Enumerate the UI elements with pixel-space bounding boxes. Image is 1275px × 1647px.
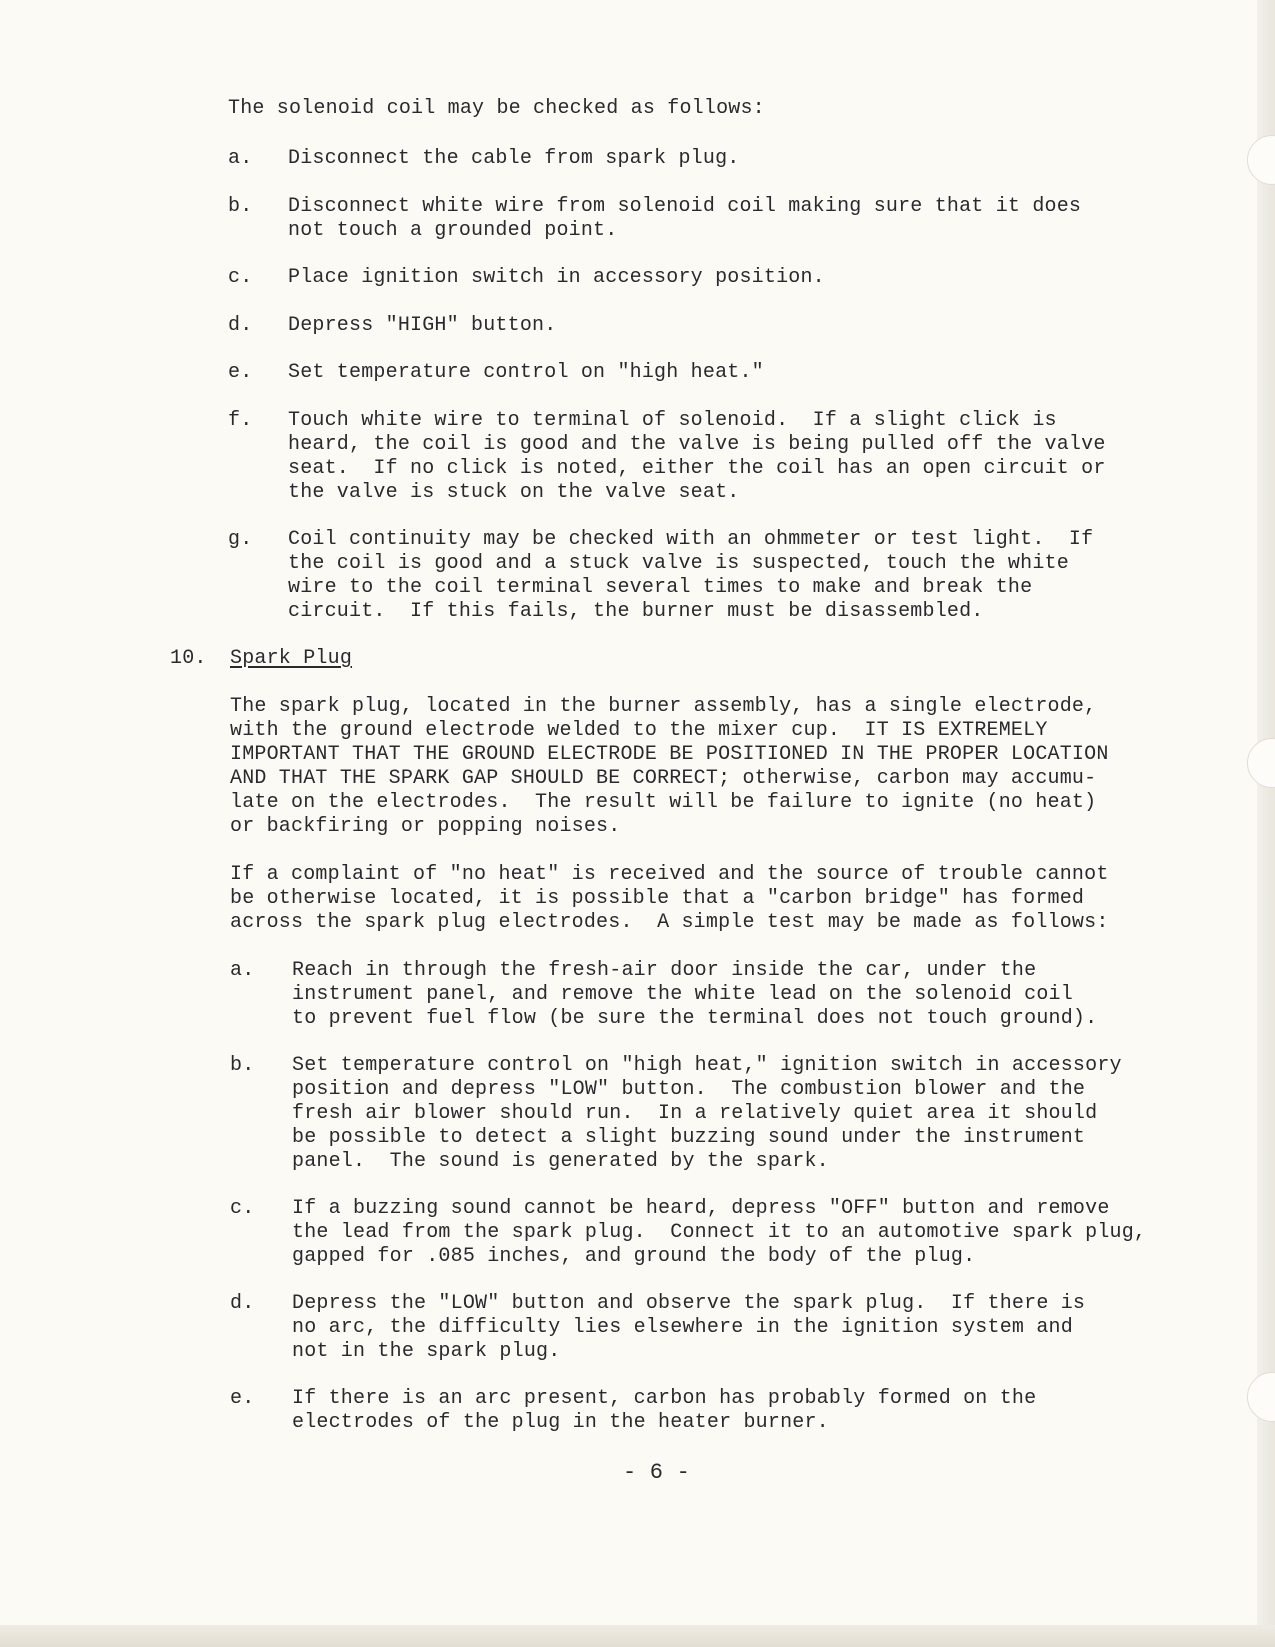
spark-step-d-marker: d. <box>230 1292 255 1315</box>
solenoid-step-a-line-1: Disconnect the cable from spark plug. <box>288 147 740 170</box>
spark-step-e-line-2: electrodes of the plug in the heater burner. <box>292 1411 829 1434</box>
spark-step-c-line-2: the lead from the spark plug. Connect it to an automotive spark plug, <box>292 1221 1147 1244</box>
spark-step-a-line-3: to prevent fuel flow (be sure the terminal does not touch ground). <box>292 1007 1098 1030</box>
section-title: Spark Plug <box>230 647 353 670</box>
para1-line-4: AND THAT THE SPARK GAP SHOULD BE CORRECT; otherwise, carbon may accumu- <box>230 767 1097 790</box>
solenoid-step-d-marker: d. <box>228 314 253 337</box>
solenoid-step-f-line-3: seat. If no click is noted, either the coil has an open circuit or <box>288 457 1106 480</box>
spark-step-c-line-1: If a buzzing sound cannot be heard, depress "OFF" button and remove <box>292 1197 1110 1220</box>
spark-step-a-line-1: Reach in through the fresh-air door inside the car, under the <box>292 959 1037 982</box>
spark-step-b-line-3: fresh air blower should run. In a relatively quiet area it should <box>292 1102 1098 1125</box>
spark-step-e-marker: e. <box>230 1387 255 1410</box>
solenoid-step-a-marker: a. <box>228 147 253 170</box>
solenoid-step-b-line-1: Disconnect white wire from solenoid coil making sure that it does <box>288 195 1082 218</box>
para1-line-2: with the ground electrode welded to the mixer cup. IT IS EXTREMELY <box>230 719 1048 742</box>
punch-hole-bottom <box>1247 1372 1275 1422</box>
solenoid-step-g-line-1: Coil continuity may be checked with an ohmmeter or test light. If <box>288 528 1094 551</box>
page-number: - 6 - <box>623 1460 691 1485</box>
solenoid-step-g-line-2: the coil is good and a stuck valve is suspected, touch the white <box>288 552 1069 575</box>
para2-line-3: across the spark plug electrodes. A simple test may be made as follows: <box>230 911 1109 934</box>
solenoid-step-e-line-1: Set temperature control on "high heat." <box>288 361 764 384</box>
solenoid-step-g-line-3: wire to the coil terminal several times to make and break the <box>288 576 1033 599</box>
solenoid-step-g-marker: g. <box>228 528 253 551</box>
spark-step-c-line-3: gapped for .085 inches, and ground the body of the plug. <box>292 1245 976 1268</box>
spark-step-a-marker: a. <box>230 959 255 982</box>
para2-line-1: If a complaint of "no heat" is received and the source of trouble cannot <box>230 863 1109 886</box>
punch-hole-middle <box>1247 738 1275 788</box>
solenoid-step-c-marker: c. <box>228 266 253 289</box>
intro-text: The solenoid coil may be checked as follows: <box>228 97 765 120</box>
spark-step-d-line-2: no arc, the difficulty lies elsewhere in the ignition system and <box>292 1316 1073 1339</box>
solenoid-step-f-line-4: the valve is stuck on the valve seat. <box>288 481 740 504</box>
para1-line-3: IMPORTANT THAT THE GROUND ELECTRODE BE POSITIONED IN THE PROPER LOCATION <box>230 743 1109 766</box>
solenoid-step-g-line-4: circuit. If this fails, the burner must be disassembled. <box>288 600 984 623</box>
para1-line-5: late on the electrodes. The result will be failure to ignite (no heat) <box>230 791 1097 814</box>
solenoid-step-b-line-2: not touch a grounded point. <box>288 219 618 242</box>
spark-step-d-line-3: not in the spark plug. <box>292 1340 561 1363</box>
spark-step-d-line-1: Depress the "LOW" button and observe the spark plug. If there is <box>292 1292 1086 1315</box>
spark-step-b-line-5: panel. The sound is generated by the spark. <box>292 1150 829 1173</box>
spark-step-b-line-4: be possible to detect a slight buzzing sound under the instrument <box>292 1126 1086 1149</box>
para1-line-6: or backfiring or popping noises. <box>230 815 621 838</box>
solenoid-step-e-marker: e. <box>228 361 253 384</box>
punch-hole-top <box>1247 135 1275 185</box>
solenoid-step-b-marker: b. <box>228 195 253 218</box>
spark-step-b-marker: b. <box>230 1054 255 1077</box>
solenoid-step-d-line-1: Depress "HIGH" button. <box>288 314 557 337</box>
spark-step-b-line-1: Set temperature control on "high heat," ignition switch in accessory <box>292 1054 1122 1077</box>
spark-step-a-line-2: instrument panel, and remove the white lead on the solenoid coil <box>292 983 1073 1006</box>
spark-step-b-line-2: position and depress "LOW" button. The combustion blower and the <box>292 1078 1086 1101</box>
spark-step-e-line-1: If there is an arc present, carbon has probably formed on the <box>292 1387 1037 1410</box>
para1-line-1: The spark plug, located in the burner assembly, has a single electrode, <box>230 695 1097 718</box>
solenoid-step-f-line-2: heard, the coil is good and the valve is being pulled off the valve <box>288 433 1106 456</box>
solenoid-step-f-line-1: Touch white wire to terminal of solenoid. If a slight click is <box>288 409 1057 432</box>
solenoid-step-f-marker: f. <box>228 409 253 432</box>
spark-step-c-marker: c. <box>230 1197 255 1220</box>
section-number: 10. <box>170 647 207 670</box>
para2-line-2: be otherwise located, it is possible that a "carbon bridge" has formed <box>230 887 1085 910</box>
solenoid-step-c-line-1: Place ignition switch in accessory position. <box>288 266 825 289</box>
page-edge-bottom <box>0 1625 1275 1647</box>
